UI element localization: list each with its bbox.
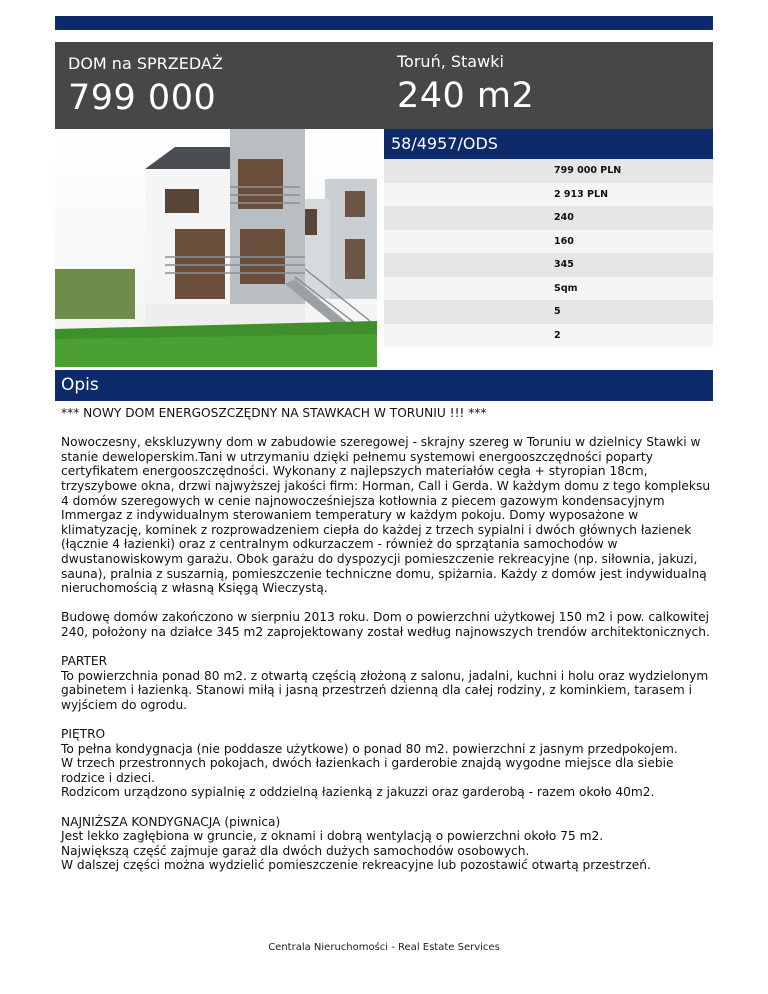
description-paragraph: Budowę domów zakończono w sierpniu 2013 roku. Dom o powierzchni użytkowej 150 m2 i pow. calkowitej 240, położony na działce 345 m2 zaprojektowany został według najnowszych trendów architektonicznych. bbox=[61, 610, 710, 639]
property-photo bbox=[55, 129, 377, 367]
detail-row-rooms: 5 bbox=[384, 300, 713, 324]
description-line: W trzech przestronnych pokojach, dwóch łazienkach i garderobie znajdą wygodne miejsce dla siebie rodzice i dzieci. bbox=[61, 756, 674, 785]
description-line: To pełna kondygnacja (nie poddasze użytkowe) o ponad 80 m2. powierzchni z jasnym przedpokojem. bbox=[61, 741, 678, 756]
price-block bbox=[68, 54, 223, 120]
description-body bbox=[61, 406, 711, 873]
description-line: W dalszej części można wydzielić pomieszczenie rekreacyjne lub pozostawić otwartą przestrzeń. bbox=[61, 858, 651, 873]
detail-row-price-per-m2: 2 913 PLN bbox=[384, 183, 713, 207]
description-line: Rodzicom urządzono sypialnię z oddzielną łazienką z jakuzzi oraz garderobą - razem około 40m2. bbox=[61, 785, 655, 800]
detail-row-floors: 2 bbox=[384, 324, 713, 348]
listing-type: DOM na SPRZEDAŻ bbox=[68, 54, 223, 73]
detail-row-unit: Sqm bbox=[384, 277, 713, 301]
detail-row-total-area: 240 bbox=[384, 206, 713, 230]
description-line: Jest lekko zagłębiona w gruncie, z oknami i dobrą wentylacją o powierzchni około 75 m2. bbox=[61, 829, 604, 844]
location-block bbox=[397, 52, 534, 118]
page-footer: Centrala Nieruchomości - Real Estate Services bbox=[268, 942, 500, 953]
section-title-parter: PARTER bbox=[61, 654, 108, 669]
description-paragraph: Nowoczesny, ekskluzywny dom w zabudowie szeregowej - skrajny szereg w Toruniu w dzielnicy Stawki w stanie deweloperskim.Tani w utrzymaniu dzięki pełnemu systemowi energooszczędności poparty certyfikatem energooszczędności. Wykonany z najlepszych materiałów cegła + styropian 18cm, trzyszybowe okna, drzwi najwyższej jakości firm: Horman, Call i Gerda. W każdym domu z tego kompleksu 4 domów szeregowych w cenie najnowocześniejsza kotłownia z piecem gazowym kondensacyjnym Immergaz z indywidualnym sterowaniem temperatury w każdym pokoju. Domy wyposażone w klimatyzację, kominek z rozprowadzeniem ciepła do każdej z trzech sypialni i dwóch głównych łazienek (łącznie 4 łazienki) oraz z centralnym odkurzaczem - również do sprzątania samochodów w dwustanowiskowym garażu. Obok garażu do dyspozycji pomieszczenie rekreacyjne (np. siłownia, jakuzi, sauna), pralnia z suszarnią, pomieszczenie techniczne domu, spiżarnia. Każdy z domów jest indywidualną nieruchomością z własną Księgą Wieczystą. bbox=[61, 435, 711, 596]
detail-row-plot-area: 345 bbox=[384, 253, 713, 277]
detail-row-usable-area: 160 bbox=[384, 230, 713, 254]
top-accent-bar bbox=[55, 16, 713, 30]
detail-row-price: 799 000 PLN bbox=[384, 159, 713, 183]
reference-number: 58/4957/ODS bbox=[384, 129, 713, 159]
section-title-pietro: PIĘTRO bbox=[61, 727, 106, 742]
section-title-najnizsza: NAJNIŻSZA KONDYGNACJA (piwnica) bbox=[61, 814, 281, 829]
listing-header bbox=[55, 42, 713, 129]
listing-area: 240 m2 bbox=[397, 76, 535, 116]
details-table bbox=[384, 159, 713, 347]
listing-location: Toruń, Stawki bbox=[397, 52, 504, 71]
description-paragraph: To powierzchnia ponad 80 m2. z otwartą częścią złożoną z salonu, jadalni, kuchni i holu oraz wydzielonym gabinetem i łazienką. Stanowi miłą i jasną przestrzeń dzienną dla całej rodziny, z kominkiem, tarasem i wyjściem do ogrodu. bbox=[61, 668, 709, 712]
description-line: Największą część zajmuje garaż dla dwóch dużych samochodów osobowych. bbox=[61, 843, 530, 858]
listing-price: 799 000 bbox=[68, 78, 217, 118]
description-heading: Opis bbox=[55, 370, 713, 401]
description-headline: *** NOWY DOM ENERGOSZCZĘDNY NA STAWKACH W TORUNIU !!! *** bbox=[61, 406, 487, 420]
